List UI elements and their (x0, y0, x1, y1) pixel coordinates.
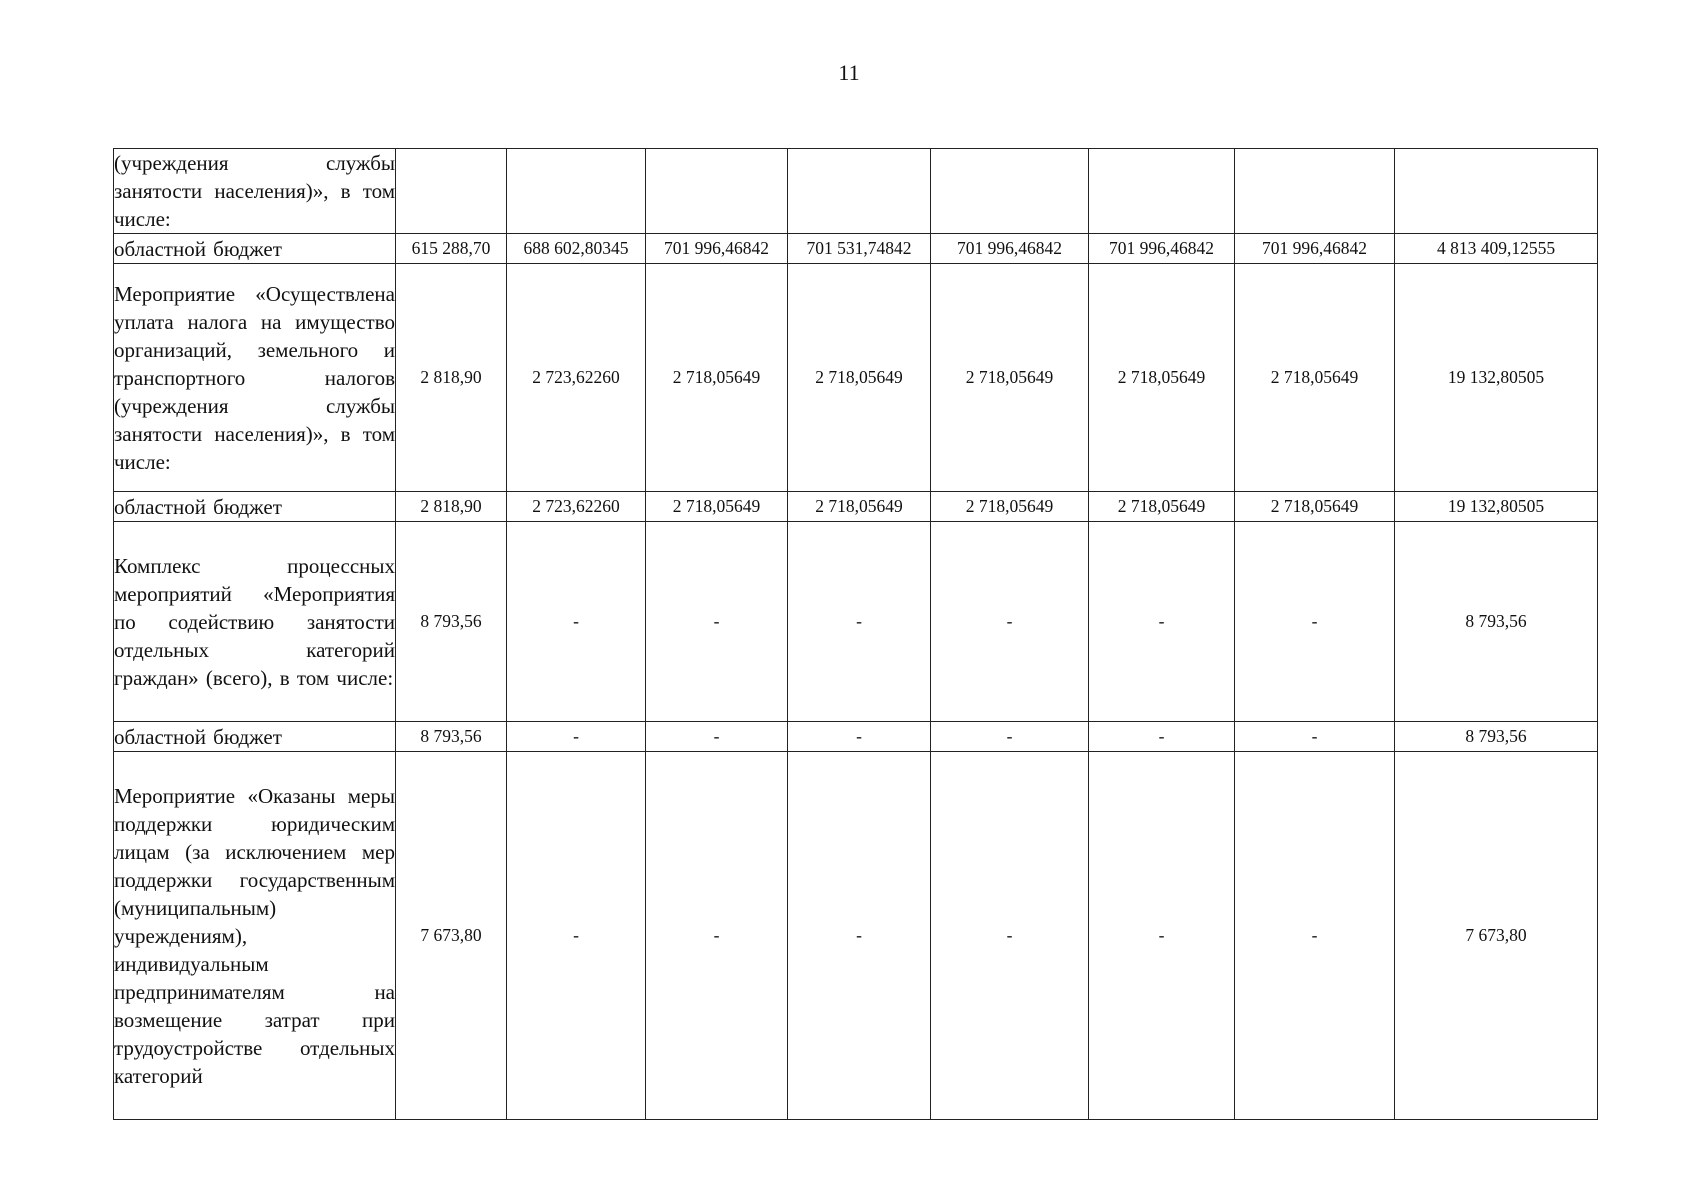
value-cell: 2 818,90 (396, 264, 507, 492)
table-row (114, 149, 1598, 234)
page-number: 11 (838, 60, 860, 85)
value-cell: - (1235, 722, 1395, 752)
value-cell: - (788, 522, 931, 722)
table-row (114, 234, 1598, 264)
value-cell (1235, 149, 1395, 234)
value-cell (1089, 149, 1235, 234)
row-name: Мероприятие «Оказаны меры поддержки юридическим лицам (за исключением мер поддержки государственным (муниципальным) учреждениям), индивидуальным предпринимателям на возмещение затрат при трудоустройстве отдельных категорий (114, 752, 396, 1120)
value-cell (396, 149, 507, 234)
value-cell: 19 132,80505 (1395, 264, 1598, 492)
value-cell: 688 602,80345 (507, 234, 646, 264)
value-cell: 2 818,90 (396, 492, 507, 522)
value-cell: - (788, 752, 931, 1120)
table-row (114, 722, 1598, 752)
value-cell: - (1089, 752, 1235, 1120)
value-cell: - (931, 722, 1089, 752)
value-cell: - (1235, 752, 1395, 1120)
value-cell: - (507, 752, 646, 1120)
value-cell: - (1235, 522, 1395, 722)
value-cell: 2 723,62260 (507, 264, 646, 492)
value-cell: 701 996,46842 (1089, 234, 1235, 264)
value-cell: - (646, 752, 788, 1120)
value-cell: 4 813 409,12555 (1395, 234, 1598, 264)
table-row (114, 522, 1598, 722)
value-cell: 2 718,05649 (1089, 492, 1235, 522)
value-cell: 7 673,80 (396, 752, 507, 1120)
value-cell: 8 793,56 (396, 722, 507, 752)
value-cell: - (646, 722, 788, 752)
value-cell: - (931, 522, 1089, 722)
budget-table (113, 148, 1598, 1120)
value-cell: - (507, 522, 646, 722)
row-name: областной бюджет (114, 492, 396, 522)
value-cell: 2 718,05649 (646, 264, 788, 492)
value-cell: 2 718,05649 (1235, 492, 1395, 522)
value-cell: 2 718,05649 (931, 492, 1089, 522)
value-cell: 2 723,62260 (507, 492, 646, 522)
value-cell (1395, 149, 1598, 234)
value-cell: 701 996,46842 (646, 234, 788, 264)
value-cell: - (1089, 522, 1235, 722)
row-name: (учреждения службы занятости населения)», в том числе: (114, 149, 396, 234)
table-row (114, 492, 1598, 522)
row-name: Комплекс процессных мероприятий «Мероприятия по содействию занятости отдельных категорий граждан» (всего), в том числе: (114, 522, 396, 722)
value-cell: - (1089, 722, 1235, 752)
value-cell: - (507, 722, 646, 752)
table-row (114, 752, 1598, 1120)
value-cell: - (788, 722, 931, 752)
row-name: областной бюджет (114, 234, 396, 264)
value-cell: 2 718,05649 (1089, 264, 1235, 492)
value-cell: 8 793,56 (1395, 522, 1598, 722)
value-cell: 2 718,05649 (1235, 264, 1395, 492)
value-cell: - (931, 752, 1089, 1120)
value-cell: 2 718,05649 (931, 264, 1089, 492)
value-cell: 8 793,56 (1395, 722, 1598, 752)
value-cell (646, 149, 788, 234)
value-cell (507, 149, 646, 234)
value-cell: 8 793,56 (396, 522, 507, 722)
value-cell (931, 149, 1089, 234)
value-cell: 19 132,80505 (1395, 492, 1598, 522)
value-cell: 701 996,46842 (1235, 234, 1395, 264)
row-name: Мероприятие «Осуществлена уплата налога на имущество организаций, земельного и транспортного налогов (учреждения службы занятости населения)», в том числе: (114, 264, 396, 492)
value-cell: 2 718,05649 (788, 492, 931, 522)
row-name: областной бюджет (114, 722, 396, 752)
value-cell: 2 718,05649 (788, 264, 931, 492)
value-cell: 615 288,70 (396, 234, 507, 264)
value-cell: 701 531,74842 (788, 234, 931, 264)
value-cell: 2 718,05649 (646, 492, 788, 522)
table-row (114, 264, 1598, 492)
value-cell: 701 996,46842 (931, 234, 1089, 264)
value-cell: - (646, 522, 788, 722)
value-cell: 7 673,80 (1395, 752, 1598, 1120)
value-cell (788, 149, 931, 234)
